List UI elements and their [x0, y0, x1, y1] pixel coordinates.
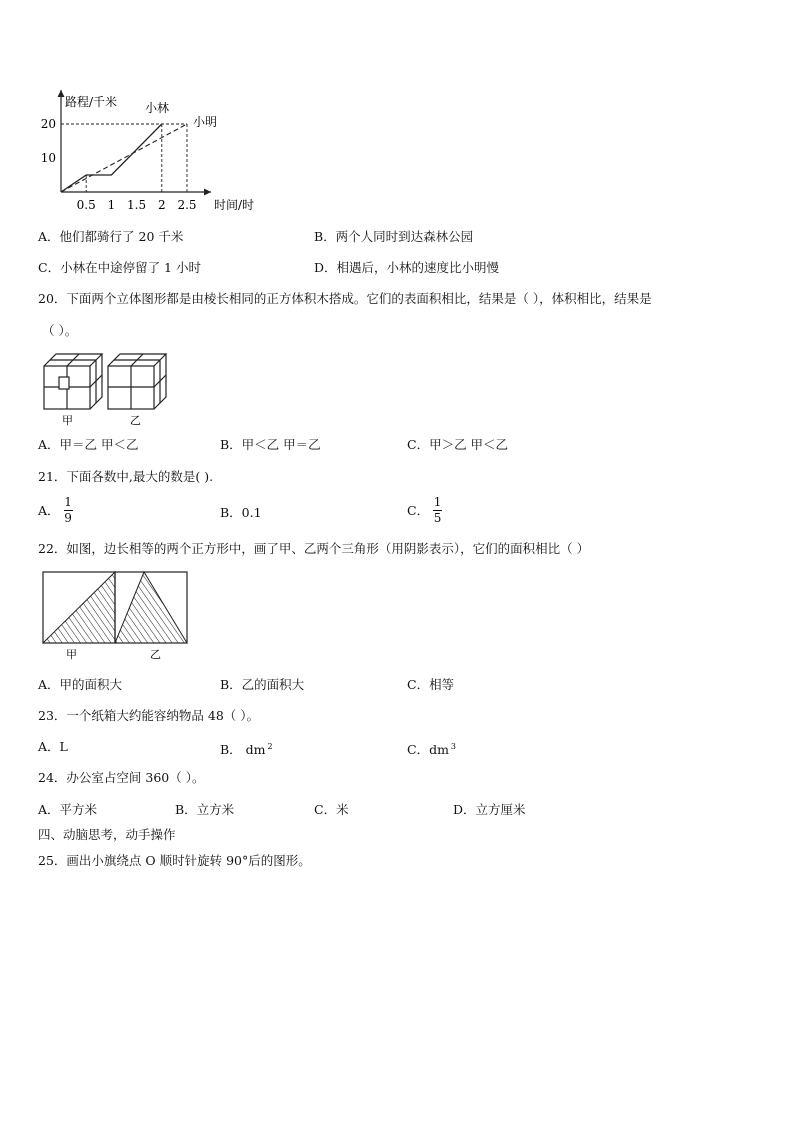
q19-option-c[interactable]: C．小林在中途停留了 1 小时 [38, 260, 201, 275]
q23-stem: 23．一个纸箱大约能容纳物品 48（ ）。 [38, 708, 260, 723]
numerator: 1 [433, 495, 442, 509]
q20-stem: 20．下面两个立体图形都是由棱长相同的正方体积木搭成。它们的表面积相比，结果是（ ），体积相比，结果是 [38, 291, 652, 306]
q24-option-c[interactable]: C．米 [314, 802, 349, 817]
distance-time-chart [28, 86, 278, 216]
q22-option-b[interactable]: B．乙的面积大 [220, 677, 305, 692]
series-line-xiaolin [61, 124, 162, 192]
unit-dm: C．dm [407, 742, 449, 758]
q24-option-a[interactable]: A．平方米 [38, 802, 98, 817]
q25-stem: 25．画出小旗绕点 O 顺时针旋转 90°后的图形。 [38, 853, 311, 868]
x-tick-label: 1.5 [127, 198, 147, 212]
q20-option-a[interactable]: A．甲＝乙 甲＜乙 [38, 437, 139, 452]
exponent-3: 3 [450, 742, 457, 751]
q23-option-c[interactable] [407, 739, 456, 758]
q21-stem: 21．下面各数中,最大的数是( ). [38, 469, 214, 484]
q22-stem: 22．如图，边长相等的两个正方形中，画了甲、乙两个三角形（用阴影表示），它们的面积相比（ ） [38, 541, 590, 556]
series-label-xiaolin: 小林 [145, 101, 170, 115]
q20-option-c[interactable]: C．甲＞乙 甲＜乙 [407, 437, 509, 452]
option-c-prefix: C． [407, 502, 430, 518]
x-tick-label: 1 [107, 198, 116, 212]
label-yi: 乙 [130, 414, 141, 427]
q22-option-c[interactable]: C．相等 [407, 677, 455, 692]
q20-option-b[interactable]: B．甲＜乙 甲＝乙 [220, 437, 321, 452]
q20-stem-continued: （ ）。 [42, 323, 78, 338]
q19-option-a[interactable]: A．他们都骑行了 20 千米 [38, 229, 184, 244]
option-a-prefix: A． [38, 502, 60, 518]
exponent-2: 2 [267, 742, 273, 751]
fraction-one-fifth [433, 496, 442, 525]
q24-option-d[interactable]: D．立方厘米 [453, 802, 526, 817]
series-label-xiaoming: 小明 [193, 115, 218, 129]
label-jia: 甲 [66, 648, 77, 661]
q19-option-d[interactable]: D．相遇后，小林的速度比小明慢 [314, 260, 500, 275]
x-axis-label: 时间/时 [214, 198, 255, 212]
label-yi: 乙 [150, 648, 161, 661]
y-tick-label: 20 [40, 117, 56, 131]
q22-option-a[interactable]: A．甲的面积大 [38, 677, 123, 692]
numerator: 1 [64, 495, 72, 509]
x-tick-label: 2.5 [177, 198, 197, 212]
series-line-xiaoming [61, 124, 187, 192]
triangle-yi [115, 572, 187, 643]
unit-dm: B． dm [220, 742, 266, 758]
section-heading: 四、动脑思考，动手操作 [38, 827, 176, 842]
x-tick-label: 2 [157, 198, 166, 212]
q21-option-a[interactable] [38, 496, 73, 525]
y-axis-label: 路程/千米 [65, 95, 118, 109]
q23-option-b[interactable] [220, 739, 273, 758]
q20-cube-figures [38, 350, 178, 430]
q22-squares-figure [40, 568, 192, 664]
q24-stem: 24．办公室占空间 360（ ）。 [38, 770, 205, 785]
label-jia: 甲 [62, 414, 73, 427]
q23-option-a[interactable]: A．L [38, 739, 68, 754]
fraction-one-ninth [64, 496, 73, 525]
x-tick-label: 0.5 [76, 198, 96, 212]
solid-yi [108, 354, 166, 409]
solid-jia [44, 354, 102, 409]
y-tick-label: 10 [40, 151, 56, 165]
q24-option-b[interactable]: B．立方米 [175, 802, 235, 817]
q21-option-c[interactable] [407, 496, 442, 525]
q19-option-b[interactable]: B．两个人同时到达森林公园 [314, 229, 474, 244]
triangle-jia [43, 572, 115, 643]
q21-option-b[interactable]: B．0.1 [220, 505, 262, 520]
denominator: 5 [433, 511, 442, 525]
denominator: 9 [64, 511, 72, 525]
